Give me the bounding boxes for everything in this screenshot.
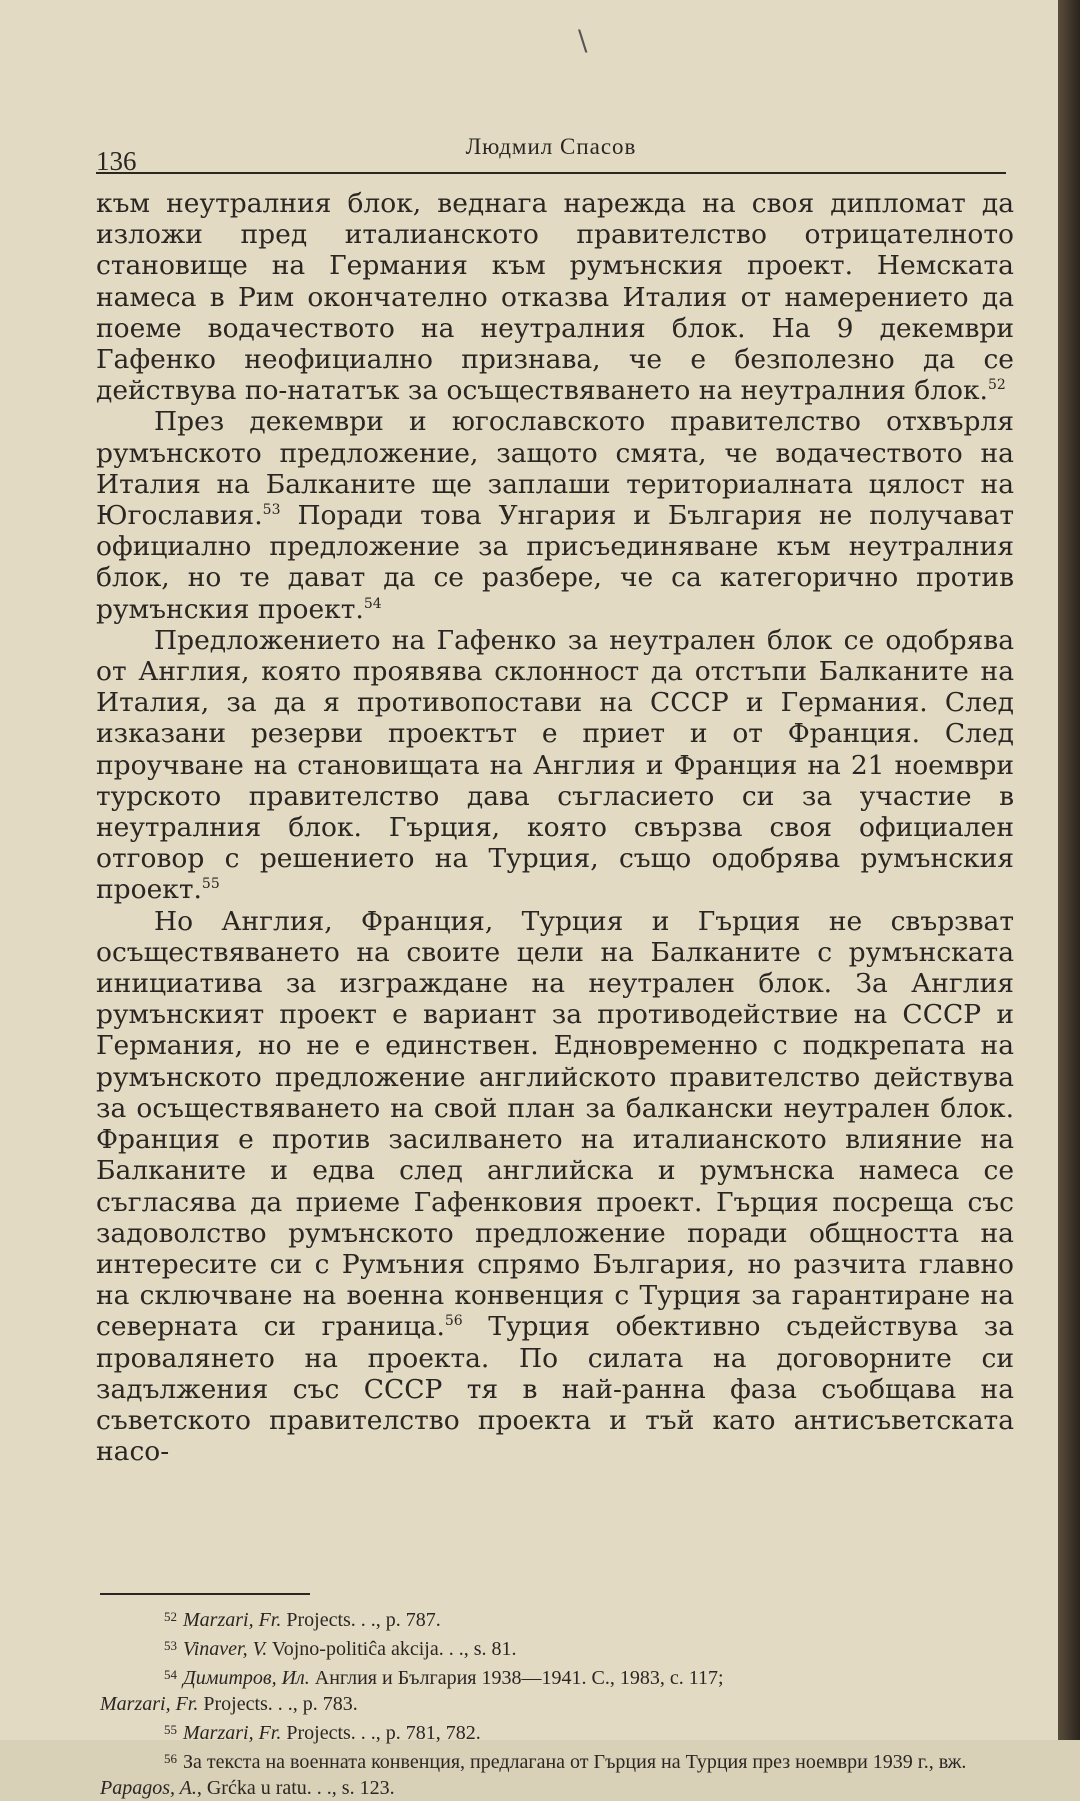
footnote-ref-53: 53 <box>262 502 281 519</box>
footnote-52: $^{52}$ Marzari, Fr. Projects. . ., p. 787. <box>164 1609 441 1631</box>
margin-mark: \ <box>578 24 588 57</box>
footnote-ref-56: 56 <box>444 1313 463 1330</box>
footnote-55: $^{55}$ Marzari, Fr. Projects. . ., p. 781, 782. <box>164 1722 481 1744</box>
paragraph-1: към неутралния блок, веднага нарежда на своя дипломат да изложи пред италианското правителство отрицателното становище на Германия към румънския проект. Немската намеса в Рим окончателно отказва Италия от намерението да поеме водачеството на неутралния блок. На 9 декември Гафенко неофициално признава, че е безполезно да се действува по-нататък за осъществяването на неутралния блок.$^{52}$ <box>96 188 1014 407</box>
paragraph-2: През декември и югославското правителство отхвърля румънското предложение, защото смята, че водачеството на Италия на Балканите ще заплаши териториалната цялост на Югославия.$^{53}$ Поради това Унгария и България не получават официално предложение за присъединяване към неутралния блок, но те дават да се разбере, че са категорично против румънския проект.$^{54}$ <box>96 406 1014 625</box>
page-header <box>96 132 1006 174</box>
book-spine-edge <box>1058 0 1080 1740</box>
footnote-ref-54: 54 <box>363 595 382 612</box>
footnote-54-continued: Marzari, Fr. Projects. . ., p. 783. <box>100 1693 358 1715</box>
footnote-ref-55: 55 <box>201 876 220 893</box>
page-number: 136 <box>96 146 137 176</box>
footnotes <box>100 1604 1012 1801</box>
paragraph-3: Предложението на Гафенко за неутрален блок се одобрява от Англия, която проявява склонност да отстъпи Балканите на Италия, за да я противопостави на СССР и Германия. След изказани резерви проектът е приет и от Франция. След проучване на становищата на Англия и Франция на 21 ноември турското правителство дава съгласието си за участие в неутралния блок. Гърция, която свързва своя официален отговор с решението на Турция, също одобрява румънския проект.$^{55}$ <box>96 624 1014 906</box>
running-head: Людмил Спасов <box>465 134 637 159</box>
body-text <box>96 188 1014 1467</box>
footnote-rule <box>100 1593 310 1595</box>
paragraph-4: Но Англия, Франция, Турция и Гърция не свързват осъществяването на своите цели на Балканите с румънската инициатива за изграждане на неутрален блок. За Англия румънският проект е вариант за противодействие на СССР и Германия, но не е единствен. Едновременно с подкрепата на румънското предложение английското правителство действува за осъществяването на свой план за балкански неутрален блок. Франция е против засилването на италианското влияние на Балканите и едва след английска и румънска намеса се съгласява да приеме Гафенковия проект. Гърция посреща със задоволство румънското предложение поради общността на интересите си с Румъния спрямо България, но разчита главно на сключване на военна конвенция с Турция за гарантиране на северната си граница.$^{56}$ Турция обективно съдействува за провалянето на проекта. По силата на договорните си задължения със СССР тя в най-ранна фаза съобщава на съветското правителство проекта и тъй като антисъветската насо- <box>96 905 1014 1468</box>
footnote-53: $^{53}$ Vinaver, V. Vojno-politiĉa akcija. . ., s. 81. <box>164 1638 517 1660</box>
footnote-56: $^{56}$ За текста на военната конвенция, предлагана от Гърция на Турция през ноември 1939 г., вж. Papagos, A., Grćka u ratu. . ., s. 123. <box>100 1751 967 1799</box>
footnote-54: $^{54}$ Димитров, Ил. Англия и България 1938—1941. С., 1983, с. 117; <box>164 1667 724 1689</box>
footnote-ref-52: 52 <box>987 377 1006 394</box>
